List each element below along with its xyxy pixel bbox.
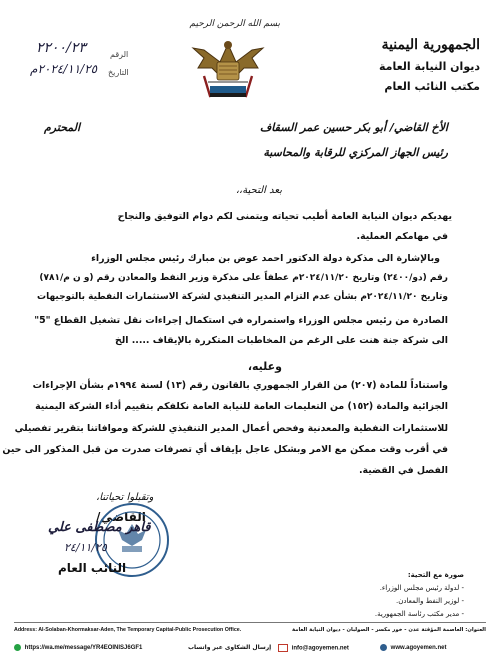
recipient-honorific: المحترم — [44, 121, 81, 134]
body-line: يهديكم ديوان النيابة العامة أطيب تحياته ويتمنى لكم دوام التوفيق والنجاح — [117, 211, 452, 222]
closing: وتقبلوا تحياتنا، — [96, 492, 154, 503]
body-line: وبالإشارة الى مذكرة دولة الدكتور احمد عوض بن مبارك رئيس مجلس الوزراء — [91, 253, 440, 264]
office-name: ديوان النيابة العامة — [378, 60, 480, 73]
date-label: التاريخ — [108, 68, 129, 77]
recipient-title: رئيس الجهاز المركزي للرقابة والمحاسبة — [263, 146, 448, 159]
body-line: الى شركة جنة هنت على الرغم من المخاطبات المتكررة بالإيقاف ..... الخ — [114, 335, 448, 346]
whatsapp-caption: إرسال الشكاوى عبر واتساب — [188, 644, 272, 651]
body-line: الصادرة من رئيس مجلس الوزراء واستمراره في استكمال إجراءات نقل تشغيل القطاع "5" — [34, 315, 448, 326]
body-line: في مهامكم العملية. — [356, 231, 448, 242]
website-url[interactable]: www.agoyemen.net — [390, 645, 447, 652]
signature-position: النائب العام — [58, 561, 127, 575]
footer-email[interactable] — [278, 644, 349, 652]
footer-whatsapp-link[interactable] — [14, 644, 142, 651]
copies-heading: صورة مع التحية: — [407, 571, 464, 579]
copy-item: - لدولة رئيس مجلس الوزراء. — [379, 584, 464, 592]
greeting: بعد التحية،، — [235, 185, 282, 196]
signature-title: القاضي/ — [96, 510, 146, 524]
email-address[interactable]: info@agoyemen.net — [291, 645, 349, 652]
eagle-emblem-icon — [190, 36, 266, 106]
footer-divider — [14, 622, 486, 623]
body-line: في أقرب وقت ممكن مع الامر وبشكل عاجل بإيقاف أي تصرفات صدرت من قبل المذكور الى حين — [2, 444, 448, 455]
footer-address-en: Address: Al-Solaban-Khormaksar-Aden, The Temporary Capital-Public Prosecution Office. — [14, 627, 242, 633]
body-line: للاستثمارات النفطية والمعدنية وفحص أعمال المدير التنفيذي للشركة وموافاتنا بتقرير تفصيلي — [14, 423, 448, 434]
whatsapp-url[interactable]: https://wa.me/message/YR4EOINISJ6GF1 — [24, 645, 143, 652]
body-line: الفصل في القضية. — [358, 465, 448, 476]
body-line: رقم (دو/٢٤٠٠) وتاريخ ٢٠٢٤/١١/٢٠م عطفاً على مذكرة وزير النفط والمعادن رقم (و ن م/٧٨١) — [39, 273, 448, 283]
country-name: الجمهورية اليمنية — [381, 37, 480, 53]
and-therefore: وعليه، — [247, 360, 282, 373]
bismillah: بسم الله الرحمن الرحيم — [189, 19, 280, 29]
copy-item: - مدير مكتب رئاسة الجمهورية. — [374, 610, 464, 618]
copy-item: - لوزير النفط والمعادن. — [395, 597, 464, 605]
footer-address-ar: العنوان: العاصمة المؤقتة عدن - خور مكسر - الصولبان - ديوان النيابة العامة — [291, 627, 486, 633]
reference-label: الرقم — [110, 50, 129, 59]
body-line: وتاريخ ٢٠٢٤/١١/٢٠م بشأن عدم التزام المدير التنفيذي لشركة الاستثمارات النفطية بالتوجيهات — [37, 292, 448, 302]
email-icon — [278, 644, 288, 652]
footer-website[interactable] — [380, 644, 446, 651]
signature-date: ٢٤/١١/٢٥ — [64, 541, 107, 554]
sub-office-name: مكتب النائب العام — [384, 80, 480, 93]
whatsapp-icon — [14, 644, 21, 651]
recipient-name: الأخ القاضي/ أبو بكر حسين عمر السقاف — [259, 121, 448, 134]
reference-number: ٢٢٠٠/٢٣ — [36, 40, 86, 56]
date-value: ٢٠٢٤/١١/٢٥م — [30, 62, 98, 76]
signature-name: قاهر مصطفى علي — [48, 520, 151, 535]
body-line: واستناداً للمادة (٢٠٧) من القرار الجمهوري بالقانون رقم (١٣) لسنة ١٩٩٤م بشأن الإجراءات — [32, 380, 448, 391]
body-line: الجزائية والمادة (١٥٢) من التعليمات العامة للنيابة العامة نكلفكم بتقييم أداء الشركة اليمنية — [35, 401, 448, 412]
globe-icon — [380, 644, 387, 651]
